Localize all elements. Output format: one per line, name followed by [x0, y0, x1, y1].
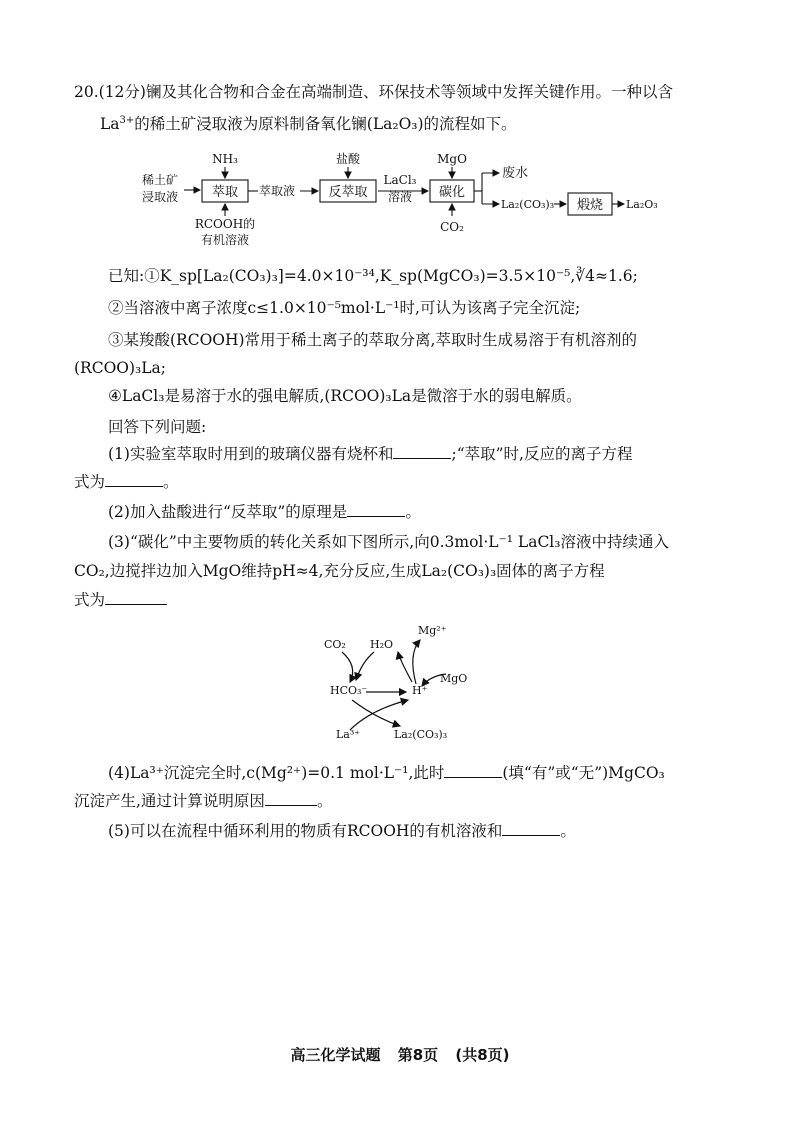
- reagent-mgo: MgO: [437, 152, 467, 166]
- q3-blank[interactable]: [105, 590, 167, 605]
- cycle-hco3: HCO₃⁻: [330, 684, 368, 697]
- reagent-co2: CO₂: [440, 220, 464, 234]
- known-item-1: 已知:①K_sp[La₂(CO₃)₃]=4.0×10⁻³⁴,K_sp(MgCO₃)=3.5×10⁻⁵,∛4≈1.6;: [108, 267, 638, 285]
- cycle-mgo: MgO: [440, 672, 468, 685]
- q2-text-a: (2)加入盐酸进行“反萃取”的原理是: [108, 503, 348, 521]
- arc-co2-to-hco3: [342, 652, 353, 682]
- page-footer: [0, 1044, 800, 1065]
- arc-h-to-mg: [413, 640, 420, 684]
- start-label-2: 浸取液: [142, 190, 179, 204]
- q3-text-a: 式为: [74, 591, 106, 609]
- q4-text-b: (填“有”或“无”)MgCO₃: [502, 764, 665, 782]
- q4-text-c: 沉淀产生,通过计算说明原因: [74, 792, 265, 810]
- q5-text-a: (5)可以在流程中循环利用的物质有RCOOH的有机溶液和: [108, 822, 503, 840]
- carbonation-cycle-diagram: [300, 620, 500, 750]
- cycle-la2co3: La₂(CO₃)₃: [394, 728, 448, 741]
- q5-text-b: 。: [560, 822, 576, 840]
- q2-blank[interactable]: [347, 502, 405, 517]
- arc-h2o-to-hco3: [356, 652, 374, 680]
- q1-blank-2[interactable]: [105, 472, 163, 487]
- mid-lacl3-1: LaCl₃: [383, 173, 417, 187]
- q4-blank-1[interactable]: [444, 763, 502, 778]
- known-item-3-line2: (RCOO)₃La;: [74, 359, 167, 377]
- q4-text-a: (4)La³⁺沉淀完全时,c(Mg²⁺)=0.1 mol·L⁻¹,此时: [108, 764, 445, 782]
- q4-blank-2[interactable]: [265, 791, 317, 806]
- q5-line: [108, 821, 576, 841]
- q1-blank-1[interactable]: [393, 444, 451, 459]
- intro-line2-text: 的稀土矿浸取液为原料制备氧化镧(La₂O₃)的流程如下。: [134, 115, 517, 133]
- cycle-la: La³⁺: [336, 728, 361, 741]
- box-extraction-label: 萃取: [211, 185, 239, 200]
- footer-title: 高三化学试题: [290, 1046, 381, 1064]
- known-item-4: ④LaCl₃是易溶于水的强电解质,(RCOO)₃La是微溶于水的弱电解质。: [108, 387, 582, 405]
- cycle-co2: CO₂: [324, 638, 346, 651]
- reagent-rcooh-2: 有机溶液: [200, 233, 250, 247]
- footer-page: 第8页: [397, 1046, 439, 1064]
- known-item-2: ②当溶液中离子浓度c≤1.0×10⁻⁵mol·L⁻¹时,可认为该离子完全沉淀;: [108, 299, 581, 317]
- answer-prompt: 回答下列问题:: [108, 418, 207, 436]
- q1-text-d: 。: [163, 473, 179, 491]
- q2-line: [108, 502, 421, 522]
- box-back-extraction-label: 反萃取: [328, 185, 368, 200]
- output-la2co3: La₂(CO₃)₃: [501, 198, 555, 211]
- product-la2o3: La₂O₃: [626, 198, 658, 211]
- q4-line1: [108, 763, 665, 783]
- q1-line1: [108, 444, 632, 464]
- la-symbol: La: [100, 115, 120, 133]
- reagent-rcooh-1: RCOOH的: [194, 217, 256, 231]
- reagent-hcl: 盐酸: [335, 152, 361, 166]
- mid-lacl3-2: 溶液: [387, 190, 413, 204]
- reagent-nh3: NH₃: [212, 152, 238, 166]
- q3-line1: (3)“碳化”中主要物质的转化关系如下图所示,向0.3mol·L⁻¹ LaCl₃溶液中持续通入: [108, 533, 669, 551]
- start-label-1: 稀土矿: [142, 173, 179, 187]
- mid-extract: 萃取液: [259, 184, 296, 198]
- q4-text-d: 。: [316, 792, 333, 810]
- q4-line2: [74, 791, 332, 811]
- arc-h-to-h2o: [398, 652, 412, 682]
- q2-text-b: 。: [405, 503, 421, 521]
- box-carbonation-label: 碳化: [438, 185, 466, 200]
- q1-text-a: (1)实验室萃取时用到的玻璃仪器有烧杯和: [108, 445, 394, 463]
- cycle-mg: Mg²⁺: [418, 624, 447, 637]
- question-intro-line1: 20.(12分)镧及其化合物和合金在高端制造、环保技术等领域中发挥关键作用。一种以含: [74, 83, 673, 101]
- footer-total: (共8页): [455, 1046, 510, 1064]
- cycle-h2o: H₂O: [370, 638, 394, 651]
- la-charge: 3+: [119, 114, 135, 126]
- q5-blank[interactable]: [502, 821, 560, 836]
- output-waste: 废水: [502, 166, 529, 181]
- cycle-h: H⁺: [412, 684, 428, 697]
- box-calcination-label: 煅烧: [576, 198, 604, 213]
- q1-line2: [74, 472, 179, 492]
- q1-text-c: 式为: [74, 473, 106, 491]
- q1-text-b: ;“萃取”时,反应的离子方程: [451, 445, 633, 463]
- known-item-3-line1: ③某羧酸(RCOOH)常用于稀土离子的萃取分离,萃取时生成易溶于有机溶剂的: [108, 331, 637, 349]
- q3-line2: CO₂,边搅拌边加入MgO维持pH≈4,充分反应,生成La₂(CO₃)₃固体的离子方程: [74, 562, 605, 580]
- q3-line3: [74, 590, 167, 610]
- process-flowchart: [0, 0, 800, 260]
